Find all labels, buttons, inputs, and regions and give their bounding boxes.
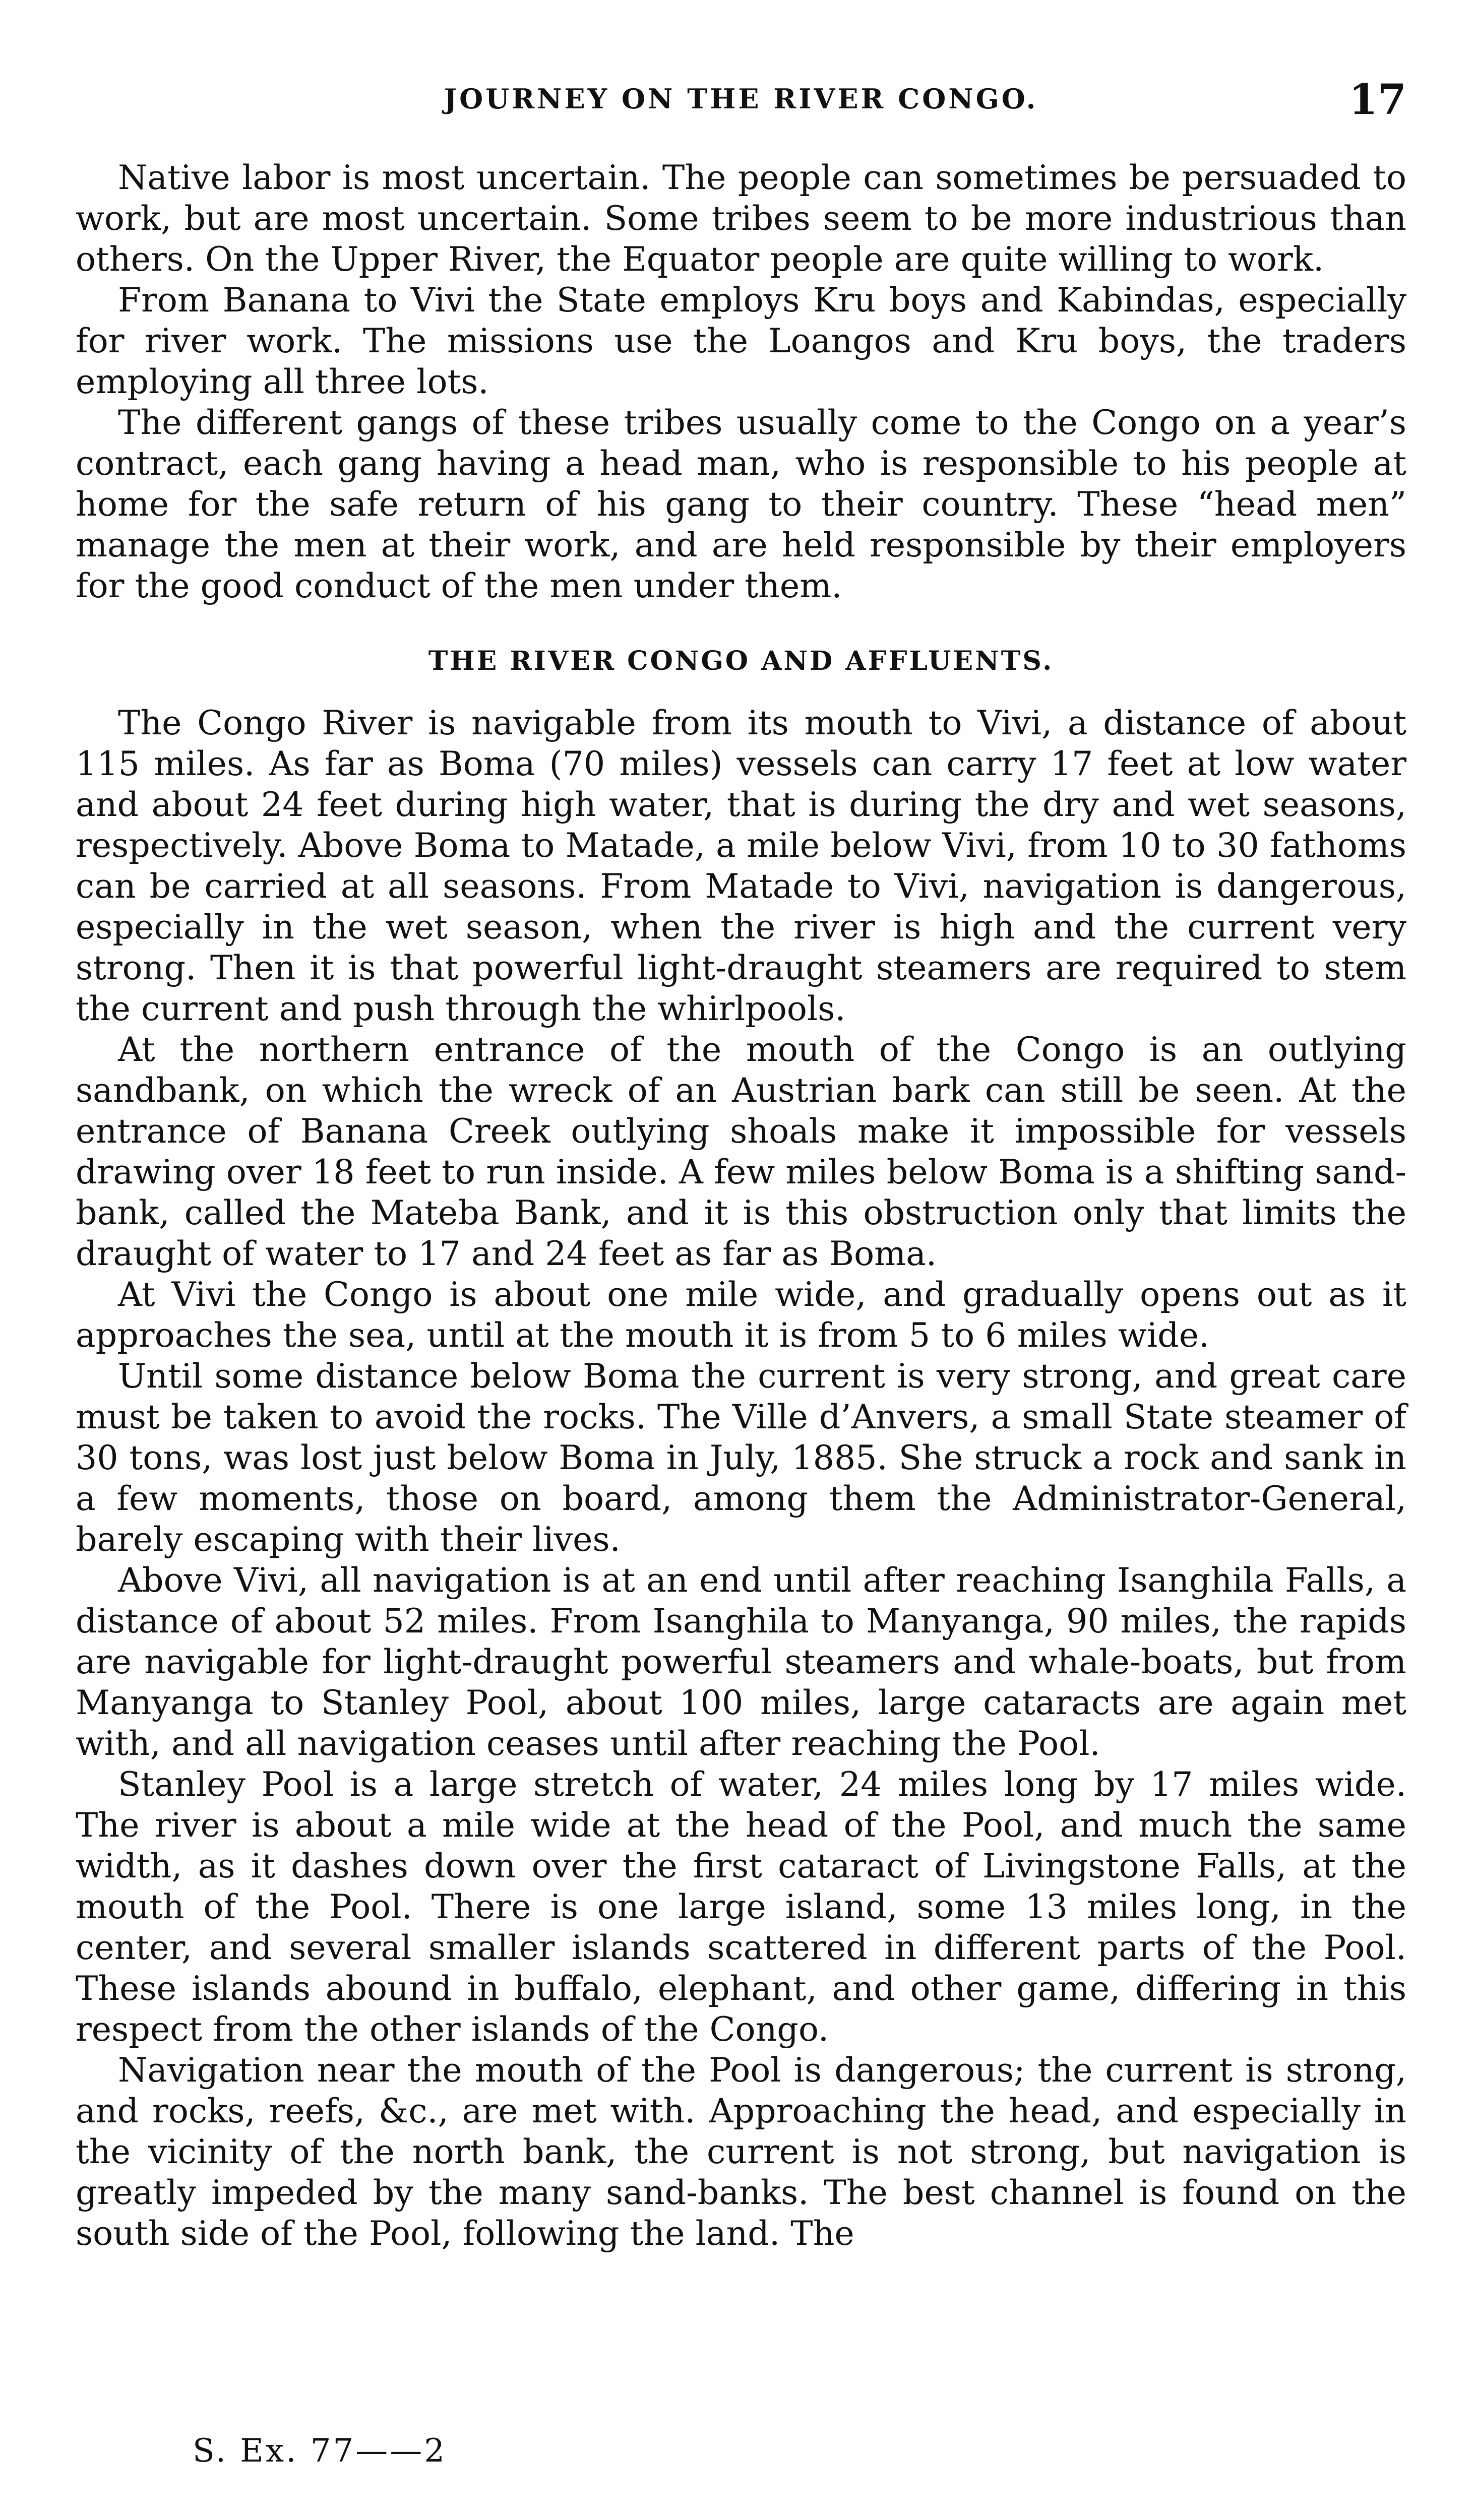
paragraph-congo-navigable: The Congo River is navigable from its mouth to Vivi, a distance of about 115 miles. As far as Boma (70 miles) vessels can carry 17 feet at low water and about 24 feet during high water, that is during the dry and wet seasons, respectively. Above Boma to Matade, a mile below Vivi, from 10 to 30 fathoms can be carried at all seasons. From Matade to Vivi, navigation is dangerous, especially in the wet season, when the river is high and the current very strong. Then it is that powerful light-draught steamers are required to stem the current and push through the whirlpools. bbox=[76, 703, 1406, 1028]
running-title: JOURNEY ON THE RIVER CONGO. bbox=[444, 83, 1038, 115]
paragraph-stanley-pool: Stanley Pool is a large stretch of water, 24 miles long by 17 miles wide. The river is about a mile wide at the head of the Pool, and much the same width, as it dashes down over the first cataract of Livingstone Falls, at the mouth of the Pool. There is one large island, some 13 miles long, in the center, and several smaller islands scattered in different parts of the Pool. These islands abound in buffalo, elephant, and other game, differing in this respect from the other islands of the Congo. bbox=[76, 1765, 1406, 2049]
body-text bbox=[76, 157, 1406, 2254]
paragraph-vivi-width: At Vivi the Congo is about one mile wide, and gradually opens out as it approaches the sea, until at the mouth it is from 5 to 6 miles wide. bbox=[76, 1275, 1406, 1355]
paragraph-current-below-boma: Until some distance below Boma the current is very strong, and great care must be taken to avoid the rocks. The Ville d’Anvers, a small State steamer of 30 tons, was lost just below Boma in July, 1885. She struck a rock and sank in a few moments, those on board, among them the Administrator-General, barely escaping with their lives. bbox=[76, 1356, 1406, 1559]
paragraph-above-vivi: Above Vivi, all navigation is at an end until after reaching Isanghila Falls, a distance of about 52 miles. From Isanghila to Manyanga, 90 miles, the rapids are navigable for light-draught powerful steamers and whale-boats, but from Manyanga to Stanley Pool, about 100 miles, large cataracts are again met with, and all navigation ceases until after reaching the Pool. bbox=[76, 1560, 1406, 1763]
paragraph-northern-entrance: At the northern entrance of the mouth of the Congo is an outlying sandbank, on which the wreck of an Austrian bark can still be seen. At the entrance of Banana Creek outlying shoals make it impossible for vessels drawing over 18 feet to run inside. A few miles below Boma is a shifting sand-bank, called the Mateba Bank, and it is this obstruction only that limits the draught of water to 17 and 24 feet as far as Boma. bbox=[76, 1030, 1406, 1273]
page-number: 17 bbox=[1348, 76, 1406, 124]
section-heading: THE RIVER CONGO AND AFFLUENTS. bbox=[428, 646, 1054, 676]
paragraph-banana-to-vivi: From Banana to Vivi the State employs Kru boys and Kabindas, especially for river work. The missions use the Loangos and Kru boys, the traders employing all three lots. bbox=[76, 280, 1406, 401]
paragraph-pool-navigation: Navigation near the mouth of the Pool is dangerous; the current is strong, and rocks, reefs, &c., are met with. Approaching the head, and especially in the vicinity of the north bank, the current is not strong, but navigation is greatly impeded by the many sand-banks. The best channel is found on the south side of the Pool, following the land. The bbox=[76, 2050, 1406, 2253]
paragraph-tribe-gangs: The different gangs of these tribes usually come to the Congo on a year’s contract, each gang having a head man, who is responsible to his people at home for the safe return of his gang to their country. These “head men” manage the men at their work, and are held responsible by their employers for the good conduct of the men under them. bbox=[76, 403, 1406, 605]
running-head bbox=[76, 76, 1406, 124]
paragraph-native-labor: Native labor is most uncertain. The people can sometimes be persuaded to work, but are most uncertain. Some tribes seem to be more industrious than others. On the Upper River, the Equator people are quite willing to work. bbox=[76, 158, 1406, 279]
signature-mark: S. Ex. 77——2 bbox=[193, 2432, 447, 2470]
